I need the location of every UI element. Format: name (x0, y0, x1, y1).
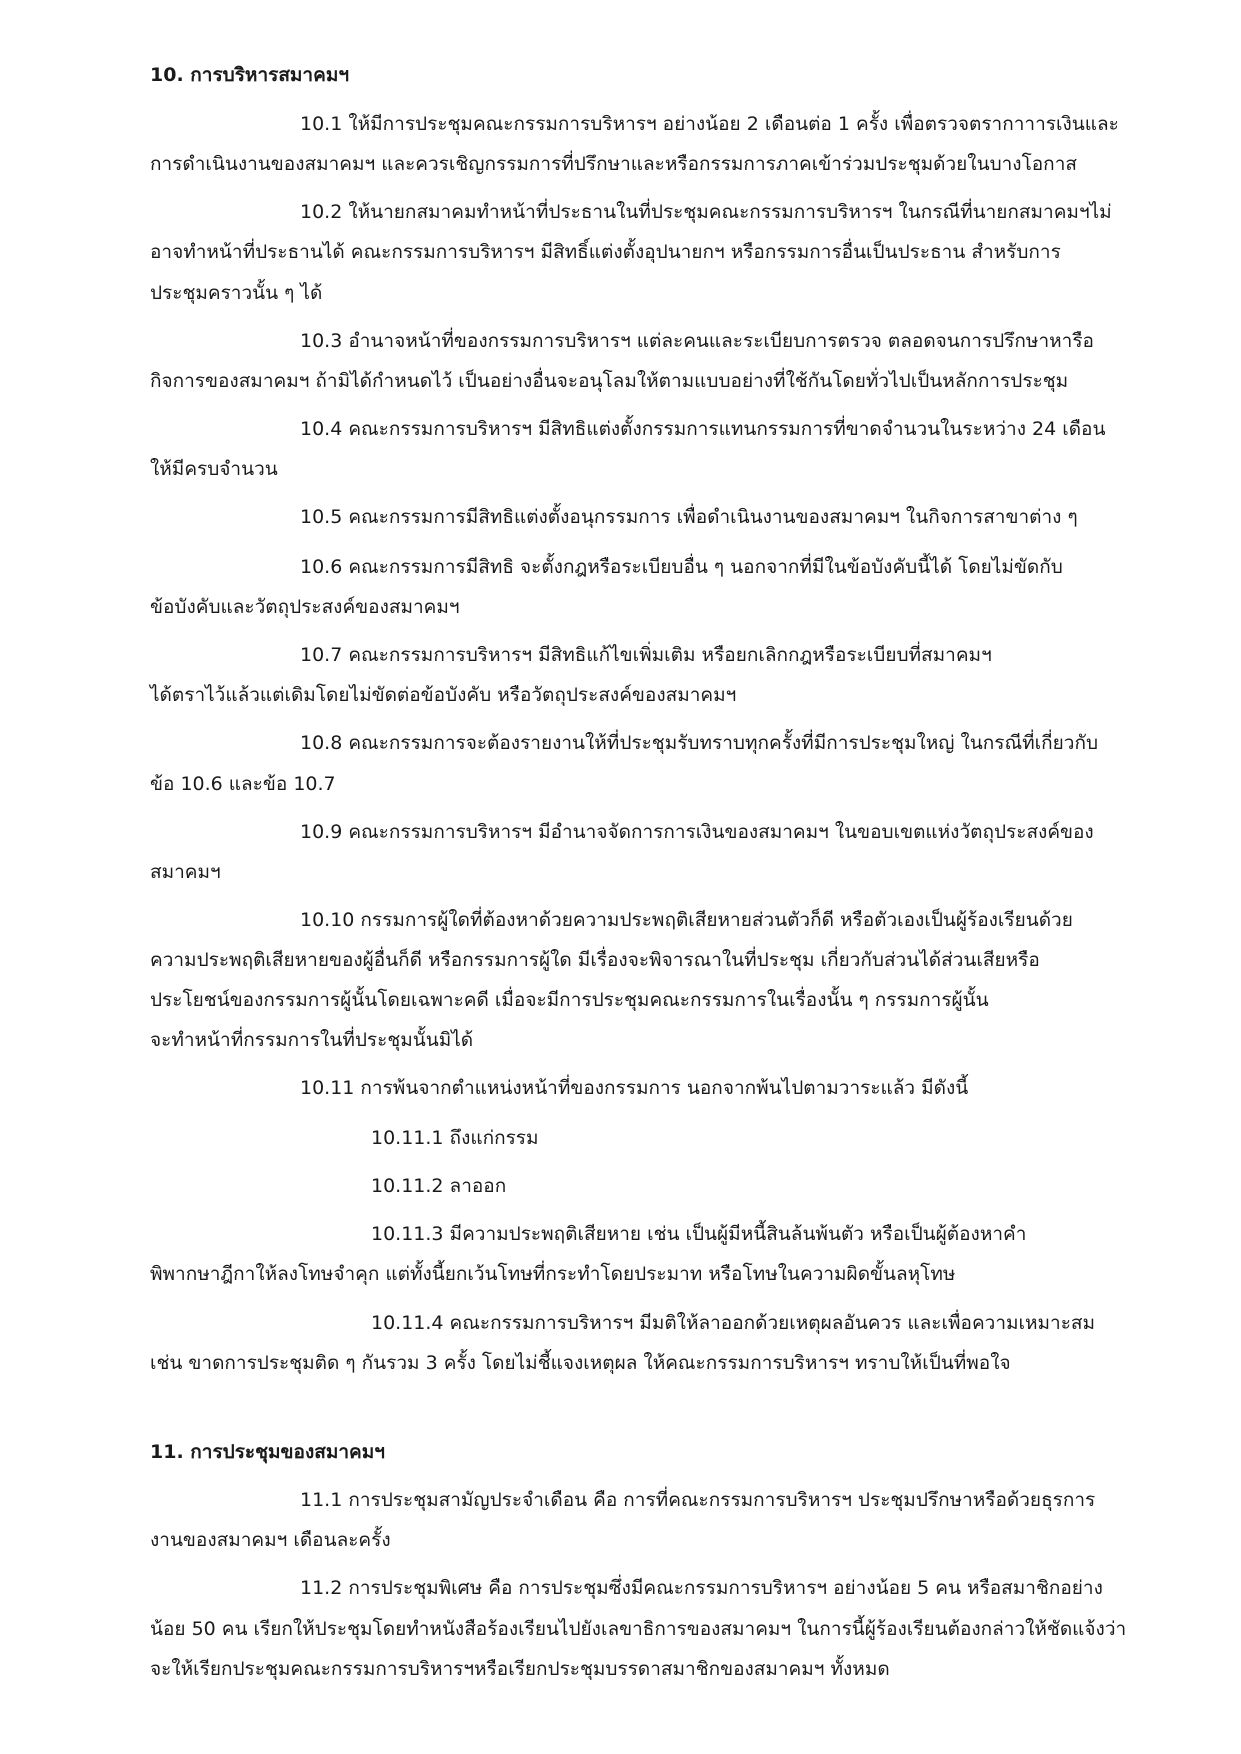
paragraph-line: จะให้เรียกประชุมคณะกรรมการบริหารฯหรือเรียกประชุมบรรดาสมาชิกของสมาคมฯ ทั้งหมด (150, 1658, 890, 1680)
section-heading: 11. การประชุมของสมาคมฯ (150, 1441, 385, 1463)
paragraph-line: 10.8 คณะกรรมการจะต้องรายงานให้ที่ประชุมรับทราบทุกครั้งที่มีการประชุมใหญ่ ในกรณีที่เกี่ยวกับ (300, 732, 1099, 754)
paragraph-line: 11.2 การประชุมพิเศษ คือ การประชุมซึ่งมีคณะกรรมการบริหารฯ อย่างน้อย 5 คน หรือสมาชิกอย่าง (300, 1577, 1103, 1599)
paragraph-line: ข้อบังคับและวัตถุประสงค์ของสมาคมฯ (150, 596, 460, 618)
paragraph-line: 10.11.1 ถึงแก่กรรม (371, 1127, 539, 1149)
paragraph-line: 10.10 กรรมการผู้ใดที่ต้องหาด้วยความประพฤติเสียหายส่วนตัวก็ดี หรือตัวเองเป็นผู้ร้องเรียนด้วย (300, 909, 1073, 931)
paragraph-line: 10.5 คณะกรรมการมีสิทธิแต่งตั้งอนุกรรมการ เพื่อดำเนินงานของสมาคมฯ ในกิจการสาขาต่าง ๆ (300, 506, 1078, 528)
paragraph-line: 10.6 คณะกรรมการมีสิทธิ จะตั้งกฎหรือระเบียบอื่น ๆ นอกจากที่มีในข้อบังคับนี้ได้ โดยไม่ขัดกับ (300, 556, 1063, 578)
paragraph-line: 10.2 ให้นายกสมาคมทำหน้าที่ประธานในที่ประชุมคณะกรรมการบริหารฯ ในกรณีที่นายกสมาคมฯไม่ (300, 201, 1112, 223)
paragraph-line: งานของสมาคมฯ เดือนละครั้ง (150, 1529, 391, 1551)
paragraph-line: เช่น ขาดการประชุมติด ๆ กันรวม 3 ครั้ง โดยไม่ชี้แจงเหตุผล ให้คณะกรรมการบริหารฯ ทราบให้เป็นที่พอใจ (150, 1352, 1011, 1374)
paragraph-line: ข้อ 10.6 และข้อ 10.7 (150, 773, 336, 795)
section-heading: 10. การบริหารสมาคมฯ (150, 64, 350, 86)
paragraph-line: ประโยชน์ของกรรมการผู้นั้นโดยเฉพาะคดี เมื่อจะมีการประชุมคณะกรรมการในเรื่องนั้น ๆ กรรมการผู้นั้น (150, 989, 989, 1011)
paragraph-line: ให้มีครบจำนวน (150, 458, 278, 480)
paragraph-line: น้อย 50 คน เรียกให้ประชุมโดยทำหนังสือร้องเรียนไปยังเลขาธิการของสมาคมฯ ในการนี้ผู้ร้องเรียนต้องกล่าวให้ชัดแจ้งว่า (150, 1618, 1127, 1640)
paragraph-line: 10.9 คณะกรรมการบริหารฯ มีอำนาจจัดการการเงินของสมาคมฯ ในขอบเขตแห่งวัตถุประสงค์ของ (300, 821, 1094, 843)
paragraph-line: กิจการของสมาคมฯ ถ้ามิได้กำหนดไว้ เป็นอย่างอื่นจะอนุโลมให้ตามแบบอย่างที่ใช้กันโดยทั่วไปเป็นหลักการประชุม (150, 370, 1069, 392)
paragraph-line: 10.11.2 ลาออก (371, 1175, 507, 1197)
paragraph-line: 10.1 ให้มีการประชุมคณะกรรมการบริหารฯ อย่างน้อย 2 เดือนต่อ 1 ครั้ง เพื่อตรวจตรากาาารเงินและ (300, 113, 1119, 135)
paragraph-line: 10.11.3 มีความประพฤติเสียหาย เช่น เป็นผู้มีหนี้สินล้นพ้นตัว หรือเป็นผู้ต้องหาคำ (371, 1223, 1027, 1245)
paragraph-line: สมาคมฯ (150, 861, 221, 883)
paragraph-line: จะทำหน้าที่กรรมการในที่ประชุมนั้นมิได้ (150, 1029, 474, 1051)
paragraph-line: ความประพฤติเสียหายของผู้อื่นก็ดี หรือกรรมการผู้ใด มีเรื่องจะพิจารณาในที่ประชุม เกี่ยวกับส่วนได้ส่วนเสียหรือ (150, 949, 1040, 971)
paragraph-line: อาจทำหน้าที่ประธานได้ คณะกรรมการบริหารฯ มีสิทธิ์แต่งตั้งอุปนายกฯ หรือกรรมการอื่นเป็นประธาน สำหรับการ (150, 241, 1061, 263)
paragraph-line: พิพากษาฎีกาให้ลงโทษจำคุก แต่ทั้งนี้ยกเว้นโทษที่กระทำโดยประมาท หรือโทษในความผิดขั้นลหุโทษ (150, 1263, 956, 1285)
paragraph-line: 10.11.4 คณะกรรมการบริหารฯ มีมติให้ลาออกด้วยเหตุผลอันควร และเพื่อความเหมาะสม (371, 1312, 1096, 1334)
paragraph-line: ได้ตราไว้แล้วแต่เดิมโดยไม่ขัดต่อข้อบังคับ หรือวัตถุประสงค์ของสมาคมฯ (150, 684, 737, 706)
paragraph-line: การดำเนินงานของสมาคมฯ และควรเชิญกรรมการที่ปรึกษาและหรือกรรมการภาคเข้าร่วมประชุมด้วยในบางโอกาส (150, 153, 1077, 175)
paragraph-line: ประชุมคราวนั้น ๆ ได้ (150, 282, 323, 304)
paragraph-line: 10.3 อำนาจหน้าที่ของกรรมการบริหารฯ แต่ละคนและระเบียบการตรวจ ตลอดจนการปรึกษาหารือ (300, 330, 1094, 352)
paragraph-line: 10.4 คณะกรรมการบริหารฯ มีสิทธิแต่งตั้งกรรมการแทนกรรมการที่ขาดจำนวนในระหว่าง 24 เดือน (300, 418, 1106, 440)
paragraph-line: 10.7 คณะกรรมการบริหารฯ มีสิทธิแก้ไขเพิ่มเติม หรือยกเลิกกฎหรือระเบียบที่สมาคมฯ (300, 644, 992, 666)
paragraph-line: 11.1 การประชุมสามัญประจำเดือน คือ การที่คณะกรรมการบริหารฯ ประชุมปรึกษาหรือด้วยธุรการ (300, 1489, 1096, 1511)
paragraph-line: 10.11 การพ้นจากตำแหน่งหน้าที่ของกรรมการ นอกจากพ้นไปตามวาระแล้ว มีดังนี้ (300, 1077, 969, 1099)
